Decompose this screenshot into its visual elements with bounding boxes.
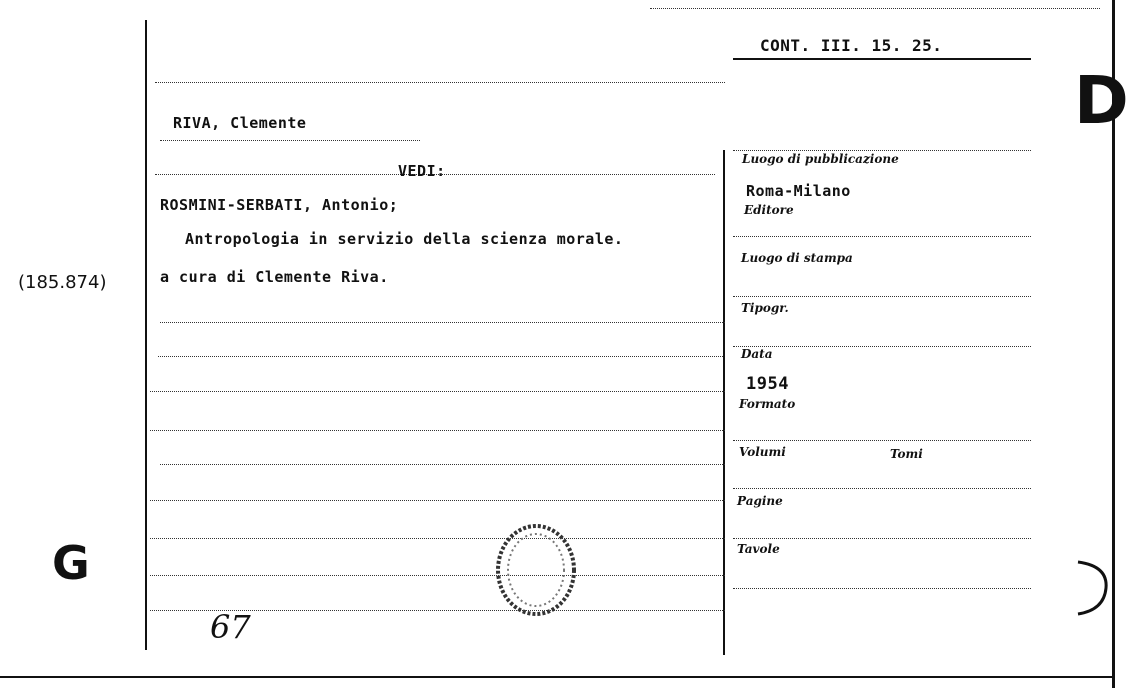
left-catalog-number: (185.874)	[18, 272, 107, 293]
field-line	[733, 150, 1031, 151]
field-line	[733, 488, 1031, 489]
tomi-label: Tomi	[890, 447, 923, 461]
rule-line	[150, 575, 725, 576]
referenced-author: ROSMINI-SERBATI, Antonio;	[160, 196, 399, 214]
fields-divider-line	[723, 150, 725, 655]
rule-line	[150, 391, 725, 392]
left-section-letter: G	[52, 536, 90, 590]
editore-label: Editore	[744, 203, 794, 217]
pagine-label: Pagine	[737, 494, 783, 508]
rule-line	[150, 500, 725, 501]
handwritten-number: 67	[210, 608, 251, 646]
rule-line	[158, 356, 723, 357]
shelfmark-underline	[733, 58, 1031, 60]
data-label: Data	[741, 347, 773, 361]
rule-line	[150, 538, 725, 539]
left-margin-line	[145, 20, 147, 650]
field-line	[733, 236, 1031, 237]
rule-line	[160, 140, 420, 141]
luogo-pubblicazione-label: Luogo di pubblicazione	[742, 152, 899, 166]
data-value: 1954	[746, 374, 789, 394]
field-line	[733, 346, 1031, 347]
luogo-pubblicazione-value: Roma-Milano	[746, 182, 851, 200]
work-title: Antropologia in servizio della scienza morale.	[185, 230, 624, 248]
bottom-edge-line	[0, 676, 1112, 678]
rule-line	[150, 430, 725, 431]
rule-line	[160, 464, 725, 465]
see-reference: VEDI:	[398, 162, 446, 180]
corner-letter: D	[1074, 62, 1129, 139]
shelfmark: CONT. III. 15. 25.	[760, 36, 943, 55]
author-heading: RIVA, Clemente	[173, 114, 307, 132]
rule-line	[160, 322, 725, 323]
rule-line	[155, 82, 725, 83]
formato-label: Formato	[739, 397, 796, 411]
top-edge-dots	[650, 8, 1100, 9]
editor-statement: a cura di Clemente Riva.	[160, 268, 389, 286]
volumi-label: Volumi	[739, 445, 786, 459]
field-line	[733, 440, 1031, 441]
luogo-stampa-label: Luogo di stampa	[741, 251, 853, 265]
field-line	[733, 588, 1031, 589]
field-line	[733, 296, 1031, 297]
stamp-oval	[488, 522, 584, 618]
tavole-label: Tavole	[737, 542, 780, 556]
tipogr-label: Tipogr.	[741, 301, 789, 315]
field-line	[733, 538, 1031, 539]
punch-hole-mark	[1068, 556, 1112, 620]
